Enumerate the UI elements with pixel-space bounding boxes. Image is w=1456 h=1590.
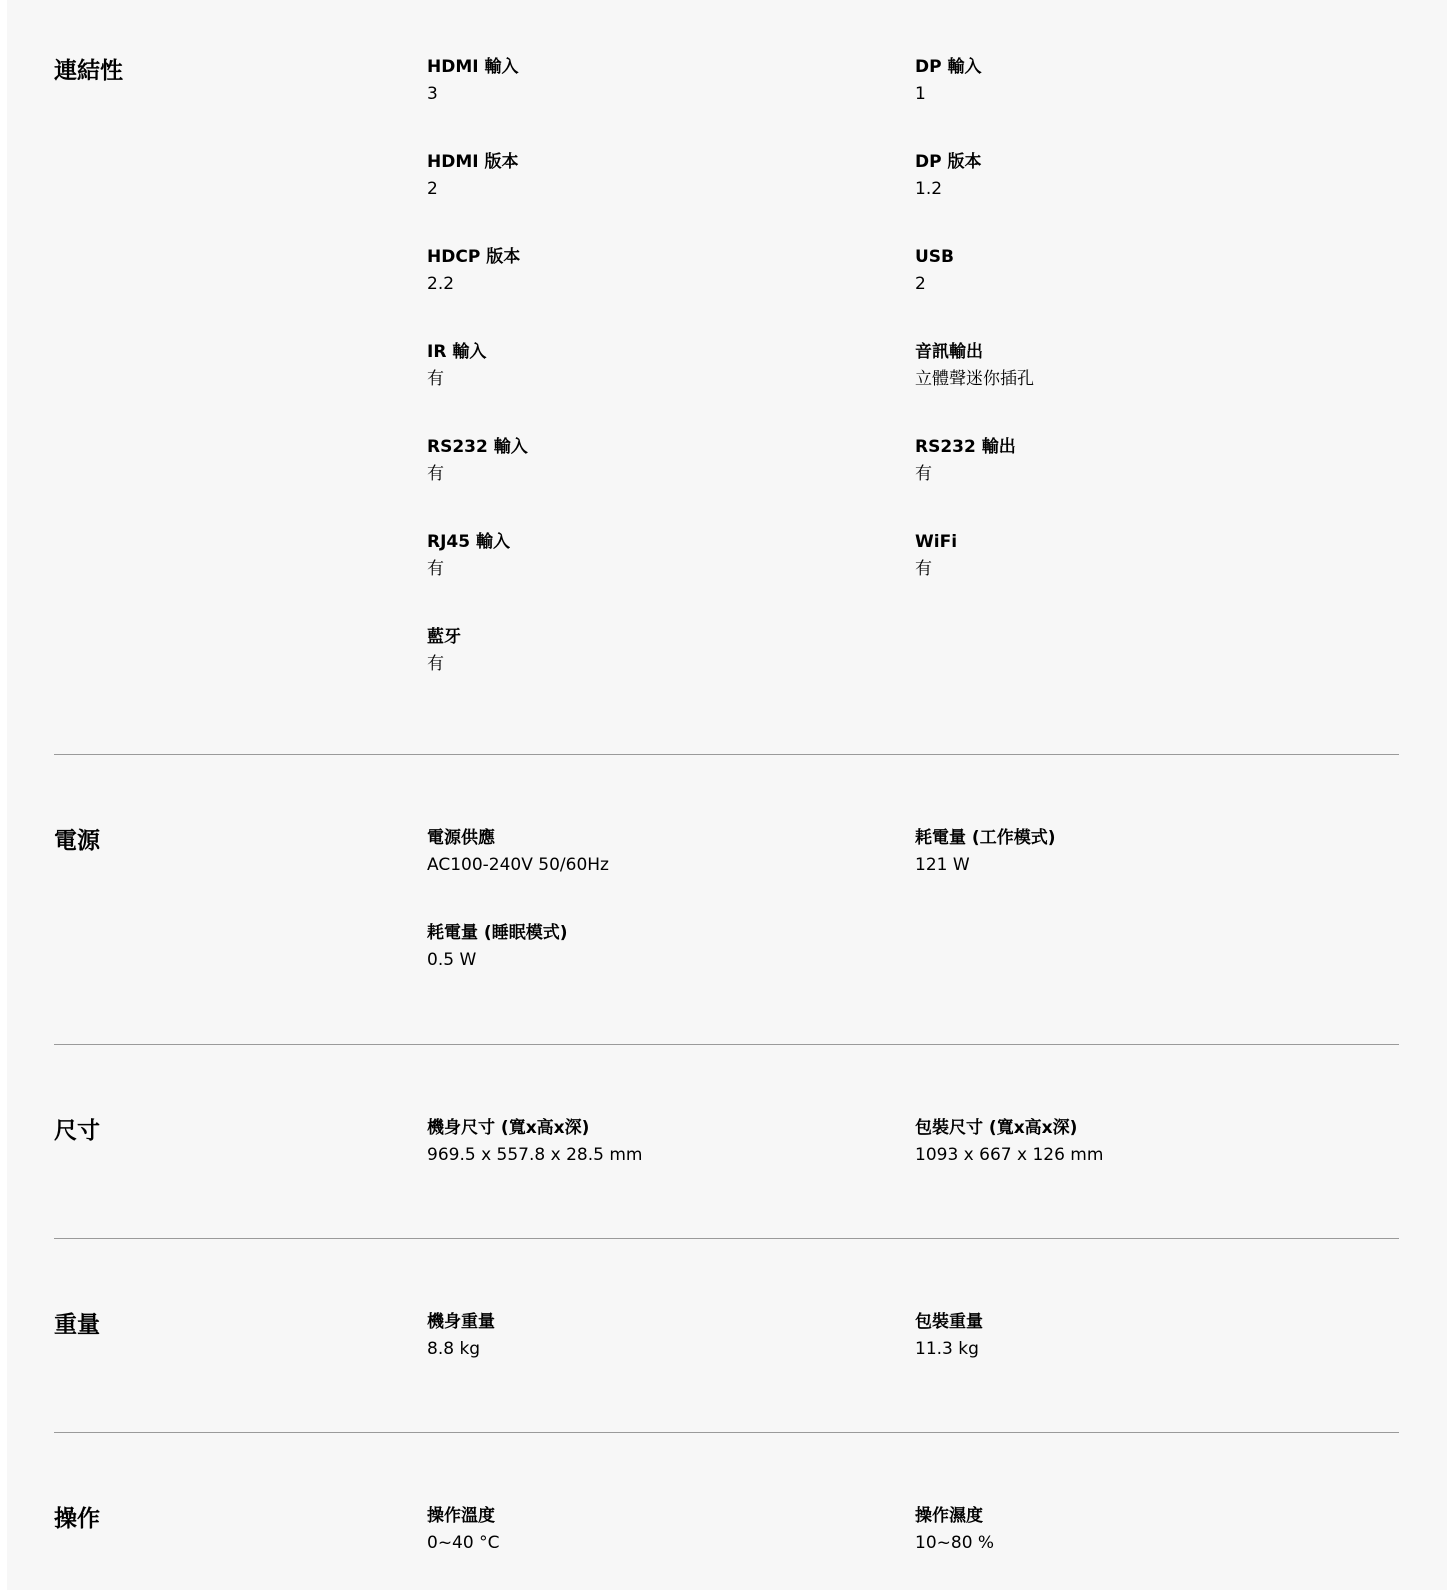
spec-label: 耗電量 (睡眠模式)	[427, 923, 568, 943]
spec-label: 藍牙	[427, 627, 461, 647]
spec-label: 機身尺寸 (寬x高x深)	[427, 1118, 590, 1138]
spec-rj45-input	[427, 530, 867, 581]
section-title-power: 電源	[54, 828, 100, 854]
spec-label: HDCP 版本	[427, 247, 521, 267]
spec-label: IR 輸入	[427, 342, 487, 362]
section-title-operation: 操作	[54, 1506, 100, 1532]
spec-label: 機身重量	[427, 1312, 495, 1332]
spec-operating-humidity	[915, 1504, 1355, 1555]
spec-value: 有	[427, 369, 444, 389]
spec-value: 10~80 %	[915, 1533, 995, 1553]
spec-label: DP 版本	[915, 152, 982, 172]
spec-value: 有	[427, 654, 444, 674]
spec-label: 包裝重量	[915, 1312, 983, 1332]
spec-set-dimensions	[427, 1116, 867, 1167]
spec-label: 操作濕度	[915, 1506, 983, 1526]
spec-power-supply	[427, 826, 867, 877]
spec-value: 有	[427, 464, 444, 484]
section-divider	[54, 1432, 1399, 1433]
spec-label: 音訊輸出	[915, 342, 983, 362]
spec-hdmi-input	[427, 55, 867, 106]
spec-value: 2	[427, 179, 438, 199]
spec-panel	[7, 0, 1447, 1590]
spec-value: 1	[915, 84, 926, 104]
spec-label: HDMI 輸入	[427, 57, 519, 77]
spec-value: 有	[427, 559, 444, 579]
spec-value: 1093 x 667 x 126 mm	[915, 1145, 1104, 1165]
spec-value: 8.8 kg	[427, 1339, 481, 1359]
spec-value: 立體聲迷你插孔	[915, 369, 1034, 389]
section-divider	[54, 1238, 1399, 1239]
spec-value: 0~40 °C	[427, 1533, 500, 1553]
spec-package-dimensions	[915, 1116, 1355, 1167]
spec-ir-input	[427, 340, 867, 391]
spec-dp-input	[915, 55, 1355, 106]
spec-label: DP 輸入	[915, 57, 982, 77]
spec-value: 1.2	[915, 179, 943, 199]
spec-usb	[915, 245, 1355, 296]
spec-label: 電源供應	[427, 828, 495, 848]
spec-label: 包裝尺寸 (寬x高x深)	[915, 1118, 1078, 1138]
spec-label: RJ45 輸入	[427, 532, 510, 552]
spec-label: RS232 輸入	[427, 437, 528, 457]
section-title-connectivity: 連結性	[54, 58, 123, 84]
spec-value: 969.5 x 557.8 x 28.5 mm	[427, 1145, 643, 1165]
spec-label: USB	[915, 247, 955, 267]
spec-audio-output	[915, 340, 1355, 391]
spec-value: 0.5 W	[427, 950, 477, 970]
spec-label: WiFi	[915, 532, 958, 552]
spec-value: AC100-240V 50/60Hz	[427, 855, 609, 875]
spec-value: 11.3 kg	[915, 1339, 979, 1359]
spec-power-consumption-sleep	[427, 921, 867, 972]
spec-set-weight	[427, 1310, 867, 1361]
spec-rs232-input	[427, 435, 867, 486]
spec-bluetooth	[427, 625, 867, 676]
section-divider	[54, 1044, 1399, 1045]
spec-value: 2.2	[427, 274, 455, 294]
spec-value: 121 W	[915, 855, 970, 875]
spec-label: 操作溫度	[427, 1506, 495, 1526]
spec-hdcp-version	[427, 245, 867, 296]
spec-label: HDMI 版本	[427, 152, 519, 172]
section-title-weight: 重量	[54, 1312, 100, 1338]
section-title-dimensions: 尺寸	[54, 1118, 100, 1144]
spec-value: 3	[427, 84, 438, 104]
section-divider	[54, 754, 1399, 755]
spec-label: 耗電量 (工作模式)	[915, 828, 1056, 848]
spec-power-consumption-operating	[915, 826, 1355, 877]
spec-rs232-output	[915, 435, 1355, 486]
spec-dp-version	[915, 150, 1355, 201]
spec-label: RS232 輸出	[915, 437, 1016, 457]
spec-value: 2	[915, 274, 926, 294]
spec-hdmi-version	[427, 150, 867, 201]
spec-package-weight	[915, 1310, 1355, 1361]
spec-wifi	[915, 530, 1355, 581]
spec-value: 有	[915, 464, 932, 484]
spec-operating-temperature	[427, 1504, 867, 1555]
spec-value: 有	[915, 559, 932, 579]
